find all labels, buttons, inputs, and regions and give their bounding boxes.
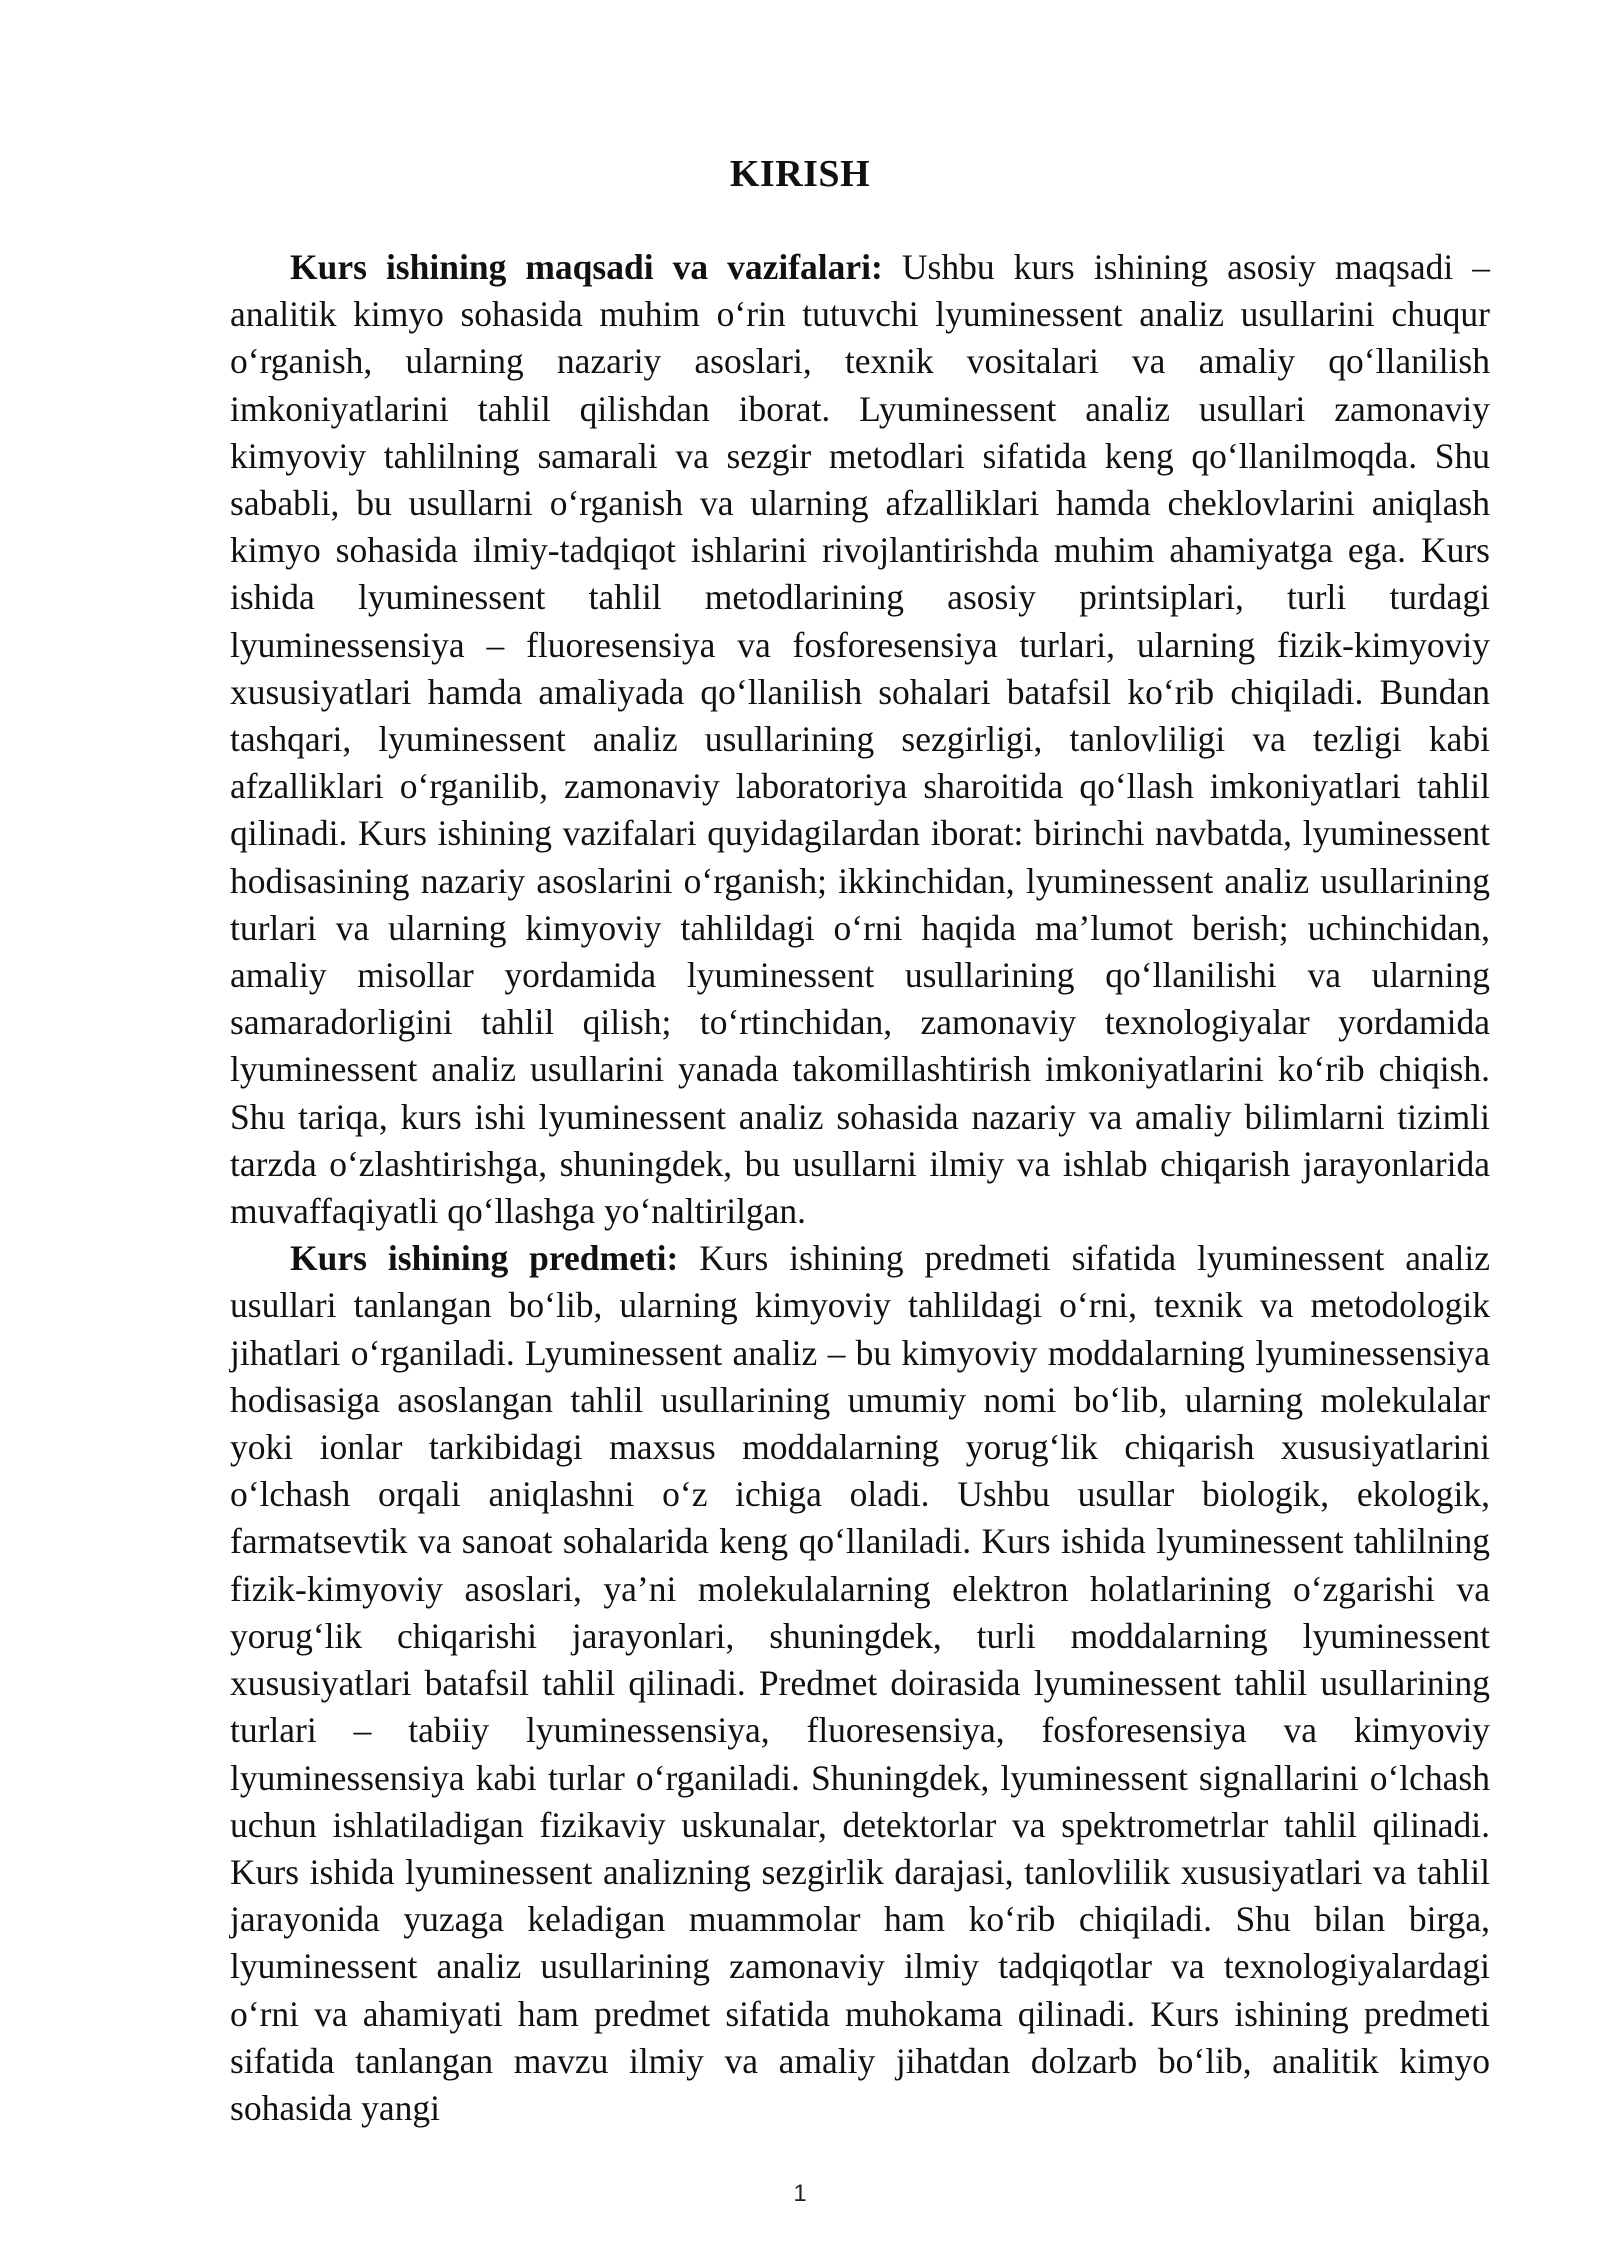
section-heading-subject: Kurs ishining predmeti:	[290, 1238, 679, 1279]
body-text	[230, 244, 1490, 2132]
page-title: KIRISH	[729, 153, 871, 195]
paragraph-subject	[230, 1235, 1490, 2132]
page-number: 1	[793, 2180, 807, 2207]
section-heading-goals: Kurs ishining maqsadi va vazifalari:	[290, 247, 883, 287]
section-text-goals: Ushbu kurs ishining asosiy maqsadi – analitik kimyo sohasida muhim o‘rin tutuvchi lyuminessent analiz usullarini chuqur o‘rganish, ularning nazariy asoslari, texnik vositalari va amaliy qo‘llanilish imkoniyatlarini tahlil qilishdan iborat. Lyuminessent analiz usullari zamonaviy kimyoviy tahlilning samarali va sezgir metodlari sifatida keng qo‘llanilmoqda. Shu sababli, bu usullarni o‘rganish va ularning afzalliklari hamda cheklovlarini aniqlash kimyo sohasida ilmiy-tadqiqot ishlarini rivojlantirishda muhim ahamiyatga ega. Kurs ishida lyuminessent tahlil metodlarining asosiy printsiplari, turli turdagi lyuminessensiya – fluoresensiya va fosforesensiya turlari, ularning fizik-kimyoviy xususiyatlari hamda amaliyada qo‘llanilish sohalari batafsil ko‘rib chiqiladi. Bundan tashqari, lyuminessent analiz usullarining sezgirligi, tanlovliligi va tezligi kabi afzalliklari o‘rganilib, zamonaviy laboratoriya sharoitida qo‘llash imkoniyatlari tahlil qilinadi. Kurs ishining vazifalari quyidagilardan iborat: birinchi navbatda, lyuminessent hodisasining nazariy asoslarini o‘rganish; ikkinchidan, lyuminessent analiz usullarining turlari va ularning kimyoviy tahlildagi o‘rni haqida ma’lumot berish; uchinchidan, amaliy misollar yordamida lyuminessent usullarining qo‘llanilishi va ularning samaradorligini tahlil qilish; to‘rtinchidan, zamonaviy texnologiyalar yordamida lyuminessent analiz usullarini yanada takomillashtirish imkoniyatlarini ko‘rib chiqish. Shu tariqa, kurs ishi lyuminessent analiz sohasida nazariy va amaliy bilimlarni tizimli tarzda o‘zlashtirishga, shuningdek, bu usullarni ilmiy va ishlab chiqarish jarayonlarida muvaffaqiyatli qo‘llashga yo‘naltirilgan.	[230, 247, 1490, 1232]
paragraph-goals	[230, 244, 1490, 1235]
section-text-subject: Kurs ishining predmeti sifatida lyuminessent analiz usullari tanlangan bo‘lib, ularning kimyoviy tahlildagi o‘rni, texnik va metodologik jihatlari o‘rganiladi. Lyuminessent analiz – bu kimyoviy moddalarning lyuminessensiya hodisasiga asoslangan tahlil usullarining umumiy nomi bo‘lib, ularning molekulalar yoki ionlar tarkibidagi maxsus moddalarning yorug‘lik chiqarish xususiyatlarini o‘lchash orqali aniqlashni o‘z ichiga oladi. Ushbu usullar biologik, ekologik, farmatsevtik va sanoat sohalarida keng qo‘llaniladi. Kurs ishida lyuminessent tahlilning fizik-kimyoviy asoslari, ya’ni molekulalarning elektron holatlarining o‘zgarishi va yorug‘lik chiqarishi jarayonlari, shuningdek, turli moddalarning lyuminessent xususiyatlari batafsil tahlil qilinadi. Predmet doirasida lyuminessent tahlil usullarining turlari – tabiiy lyuminessensiya, fluoresensiya, fosforesensiya va kimyoviy lyuminessensiya kabi turlar o‘rganiladi. Shuningdek, lyuminessent signallarini o‘lchash uchun ishlatiladigan fizikaviy uskunalar, detektorlar va spektrometrlar tahlil qilinadi. Kurs ishida lyuminessent analizning sezgirlik darajasi, tanlovlilik xususiyatlari va tahlil jarayonida yuzaga keladigan muammolar ham ko‘rib chiqiladi. Shu bilan birga, lyuminessent analiz usullarining zamonaviy ilmiy tadqiqotlar va texnologiyalardagi o‘rni va ahamiyati ham predmet sifatida muhokama qilinadi. Kurs ishining predmeti sifatida tanlangan mavzu ilmiy va amaliy jihatdan dolzarb bo‘lib, analitik kimyo sohasida yangi	[230, 1238, 1491, 2128]
